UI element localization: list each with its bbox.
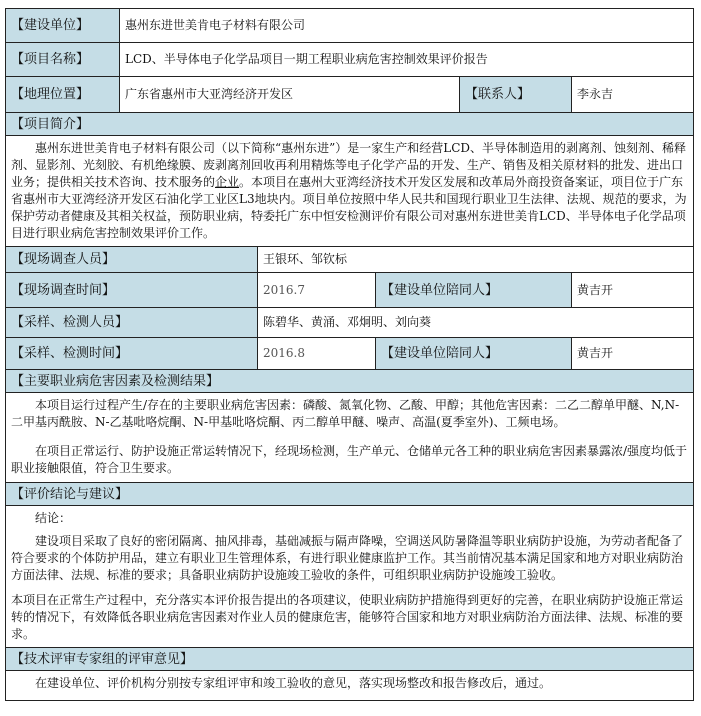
unit-row <box>6 9 694 43</box>
conclusion-header: 【评价结论与建议】 <box>6 483 694 506</box>
info-table <box>5 8 694 701</box>
hazards-header: 【主要职业病危害因素及检测结果】 <box>6 370 694 393</box>
intro-header-row <box>6 113 694 136</box>
enterprise-link[interactable]: 企业 <box>215 175 240 189</box>
sampling-time-row <box>6 338 694 370</box>
contact-value: 李永吉 <box>572 77 694 113</box>
hazards-paragraph-1: 本项目运行过程产生/存在的主要职业病危害因素：磷酸、氮氧化物、乙酸、甲醇；其他危害因素：二乙二醇单甲醚、N,N-二甲基丙酰胺、N-乙基吡咯烷酮、N-甲基吡咯烷酮、丙二醇单甲醚、噪声、高温(夏季室外)、工频电场。 <box>11 398 680 429</box>
sampling-time-label: 【采样、检测时间】 <box>6 338 258 370</box>
conclusion-body <box>6 506 694 648</box>
evaluation-sheet <box>5 8 693 701</box>
location-row <box>6 77 694 113</box>
intro-header: 【项目简介】 <box>6 113 694 136</box>
sampling-time-value: 2016.8 <box>258 338 376 370</box>
sampling-escort-label: 【建设单位陪同人】 <box>376 338 572 370</box>
survey-personnel-value: 王银环、邹钦标 <box>258 247 694 273</box>
unit-label: 【建设单位】 <box>6 9 120 43</box>
sampling-personnel-label: 【采样、检测人员】 <box>6 308 258 338</box>
conclusion-body-row <box>6 506 694 648</box>
conclusion-title: 结论： <box>35 511 72 525</box>
conclusion-header-row <box>6 483 694 506</box>
hazards-body-row <box>6 393 694 483</box>
intro-body-row <box>6 136 694 247</box>
location-label: 【地理位置】 <box>6 77 120 113</box>
unit-value: 惠州东进世美肯电子材料有限公司 <box>120 9 694 43</box>
sampling-personnel-row <box>6 308 694 338</box>
survey-escort-value: 黄吉开 <box>572 273 694 308</box>
project-label: 【项目名称】 <box>6 43 120 77</box>
survey-personnel-label: 【现场调查人员】 <box>6 247 258 273</box>
survey-time-value: 2016.7 <box>258 273 376 308</box>
hazards-header-row <box>6 370 694 393</box>
sampling-personnel-value: 陈碧华、黄涌、邓炯明、刘向葵 <box>258 308 694 338</box>
review-header-row <box>6 648 694 671</box>
project-value: LCD、半导体电子化学品项目一期工程职业病危害控制效果评价报告 <box>120 43 694 77</box>
survey-time-label: 【现场调查时间】 <box>6 273 258 308</box>
location-value: 广东省惠州市大亚湾经济开发区 <box>120 77 460 113</box>
review-header: 【技术评审专家组的评审意见】 <box>6 648 694 671</box>
project-row <box>6 43 694 77</box>
review-body-row <box>6 671 694 701</box>
survey-personnel-row <box>6 247 694 273</box>
conclusion-paragraph-2: 本项目在正常生产过程中，充分落实本评价报告提出的各项建议，使职业病防护措施得到更好的完善，在职业病防护设施正常运转的情况下，有效降低各职业病危害因素对作业人员的健康危害，能够符合国家和地方对职业病防治方面法律、法规、标准的要求。 <box>11 593 684 641</box>
review-body <box>6 671 694 701</box>
hazards-body <box>6 393 694 483</box>
sampling-escort-value: 黄吉开 <box>572 338 694 370</box>
conclusion-paragraph-1: 建设项目采取了良好的密闭隔离、抽风排毒，基础减振与隔声降噪，空调送风防暑降温等职业病防护设施，为劳动者配备了符合要求的个体防护用品，建立有职业卫生管理体系，有进行职业健康监护工作。其当前情况基本满足国家和地方对职业病防治方面法律、法规、标准的要求；具备职业病防护设施竣工验收的条件，可组织职业病防护设施竣工验收。 <box>11 534 684 582</box>
review-paragraph: 在建设单位、评价机构分别按专家组评审和竣工验收的意见，落实现场整改和报告修改后，通过。 <box>35 676 552 690</box>
intro-body <box>6 136 694 247</box>
hazards-paragraph-2: 在项目正常运行、防护设施正常运转情况下，经现场检测，生产单元、仓储单元各工种的职业病危害因素暴露浓/强度均低于职业接触限值，符合卫生要求。 <box>11 444 688 475</box>
survey-time-row <box>6 273 694 308</box>
intro-text-a: 惠州东进世美肯电子材料有限公司（以下简称“惠州东进”）是一家生产和经营LCD、半导体制造用的剥离剂、蚀刻剂、稀释剂、显影剂、光刻胶、有机绝缘膜、废剥离剂回收再利用精炼等电子化学产品的开发、生产、销售及相关原材料的批发、进出口业务；提供相关技术咨询、技术服务的 <box>11 141 687 189</box>
survey-escort-label: 【建设单位陪同人】 <box>376 273 572 308</box>
contact-label: 【联系人】 <box>460 77 572 113</box>
intro-text-b: 。本项目在惠州大亚湾经济技术开发区发展和改革局外商投资备案证，项目位于广东省惠州市大亚湾经济开发区石油化学工业区L3地块内。项目单位按照中华人民共和国现行职业卫生法律、法规、规范的要求，为保护劳动者健康及其相关权益，预防职业病，特委托广东中恒安检测评价有限公司对惠州东进世美肯LCD、半导体电子化学品项目进行职业病危害控制效果评价工作。 <box>11 175 687 240</box>
intro-paragraph <box>11 140 688 242</box>
